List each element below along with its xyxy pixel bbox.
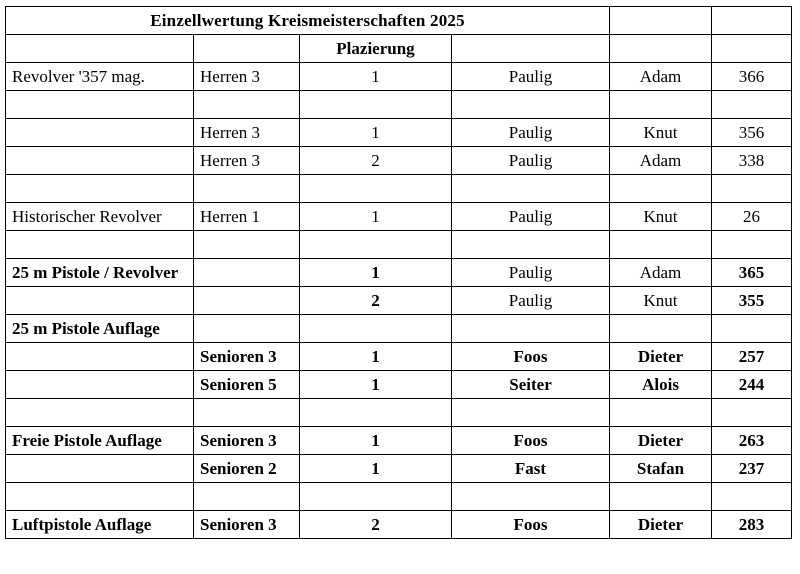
cell-class [194,259,300,287]
cell-firstname: Knut [610,203,712,231]
cell-firstname [610,399,712,427]
cell-score: 244 [712,371,792,399]
cell-lastname [452,91,610,119]
table-row [6,91,792,119]
cell-lastname: Paulig [452,119,610,147]
cell-class [194,91,300,119]
cell-firstname: Dieter [610,511,712,539]
cell-class [194,315,300,343]
results-table [5,6,792,539]
cell-score: 237 [712,455,792,483]
cell-firstname: Adam [610,259,712,287]
cell-discipline [6,175,194,203]
cell-lastname: Paulig [452,63,610,91]
cell-place: 2 [300,511,452,539]
cell-lastname: Paulig [452,147,610,175]
cell-score [712,315,792,343]
cell-discipline [6,287,194,315]
cell-score: 338 [712,147,792,175]
table-row [6,511,792,539]
table-row [6,175,792,203]
cell-place: 1 [300,427,452,455]
title-spacer-cell-1 [610,7,712,35]
cell-lastname: Paulig [452,203,610,231]
table-row [6,231,792,259]
cell-discipline [6,119,194,147]
cell-lastname [452,35,610,63]
column-header-plazierung: Plazierung [300,35,452,63]
cell-class [194,483,300,511]
cell-discipline [6,455,194,483]
cell-lastname: Fast [452,455,610,483]
cell-firstname: Stafan [610,455,712,483]
table-row [6,287,792,315]
cell-firstname [610,35,712,63]
cell-score: 283 [712,511,792,539]
cell-class: Senioren 3 [194,343,300,371]
cell-class [194,231,300,259]
cell-place [300,315,452,343]
cell-lastname: Seiter [452,371,610,399]
cell-place [300,399,452,427]
cell-firstname: Knut [610,119,712,147]
cell-firstname [610,483,712,511]
cell-discipline [6,35,194,63]
cell-score [712,175,792,203]
cell-lastname [452,315,610,343]
table-row [6,343,792,371]
cell-class [194,175,300,203]
cell-place: 1 [300,119,452,147]
cell-score: 263 [712,427,792,455]
cell-place: 1 [300,371,452,399]
cell-place: 1 [300,259,452,287]
cell-class [194,399,300,427]
cell-lastname: Paulig [452,259,610,287]
table-row [6,399,792,427]
table-row [6,455,792,483]
cell-discipline: Revolver '357 mag. [6,63,194,91]
table-row [6,119,792,147]
cell-lastname: Foos [452,511,610,539]
cell-score: 26 [712,203,792,231]
cell-lastname [452,175,610,203]
cell-firstname: Alois [610,371,712,399]
table-row [6,315,792,343]
cell-score: 356 [712,119,792,147]
cell-discipline [6,483,194,511]
cell-place [300,231,452,259]
cell-place [300,483,452,511]
cell-discipline: 25 m Pistole / Revolver [6,259,194,287]
cell-score: 366 [712,63,792,91]
cell-score: 257 [712,343,792,371]
cell-firstname [610,175,712,203]
cell-place [300,91,452,119]
cell-class [194,287,300,315]
cell-discipline: 25 m Pistole Auflage [6,315,194,343]
cell-score: 365 [712,259,792,287]
cell-score: 355 [712,287,792,315]
cell-firstname: Dieter [610,427,712,455]
cell-class: Senioren 2 [194,455,300,483]
cell-class [194,35,300,63]
cell-class: Herren 3 [194,119,300,147]
table-row [6,147,792,175]
cell-lastname: Foos [452,343,610,371]
cell-lastname [452,483,610,511]
cell-place [300,175,452,203]
cell-place: 1 [300,63,452,91]
cell-class: Senioren 5 [194,371,300,399]
cell-lastname: Foos [452,427,610,455]
cell-discipline: Freie Pistole Auflage [6,427,194,455]
cell-firstname [610,315,712,343]
cell-discipline [6,399,194,427]
cell-score [712,35,792,63]
cell-class: Herren 3 [194,147,300,175]
table-row [6,35,792,63]
cell-score [712,483,792,511]
cell-discipline: Historischer Revolver [6,203,194,231]
table-row [6,483,792,511]
title-spacer-cell-2 [712,7,792,35]
table-row [6,259,792,287]
cell-firstname [610,231,712,259]
cell-firstname: Dieter [610,343,712,371]
cell-class: Herren 3 [194,63,300,91]
cell-place: 1 [300,343,452,371]
table-row [6,427,792,455]
cell-score [712,91,792,119]
cell-place: 1 [300,203,452,231]
cell-class: Senioren 3 [194,511,300,539]
cell-discipline [6,91,194,119]
table-row [6,203,792,231]
cell-score [712,231,792,259]
cell-lastname [452,399,610,427]
table-row [6,63,792,91]
cell-lastname [452,231,610,259]
cell-discipline [6,343,194,371]
cell-firstname: Knut [610,287,712,315]
cell-discipline [6,231,194,259]
cell-lastname: Paulig [452,287,610,315]
cell-discipline: Luftpistole Auflage [6,511,194,539]
page-title: Einzellwertung Kreismeisterschaften 2025 [6,7,610,35]
cell-place: 2 [300,147,452,175]
cell-firstname: Adam [610,63,712,91]
cell-firstname [610,91,712,119]
cell-discipline [6,147,194,175]
spreadsheet-sheet [0,6,800,574]
cell-firstname: Adam [610,147,712,175]
cell-class: Herren 1 [194,203,300,231]
cell-place: 2 [300,287,452,315]
cell-class: Senioren 3 [194,427,300,455]
cell-place: 1 [300,455,452,483]
title-row [6,7,792,35]
cell-discipline [6,371,194,399]
table-row [6,371,792,399]
cell-score [712,399,792,427]
